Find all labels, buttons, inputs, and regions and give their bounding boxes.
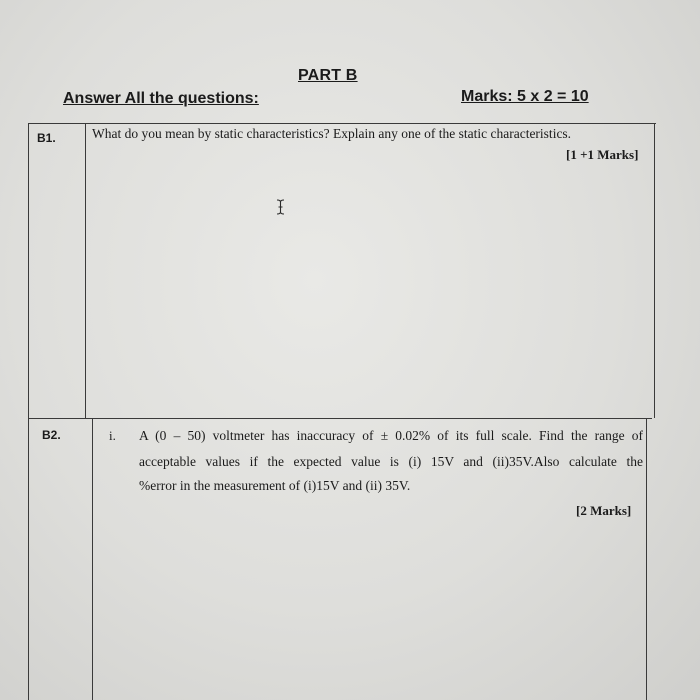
instruction-heading: Answer All the questions: (63, 90, 259, 107)
column-divider-lower (92, 418, 93, 700)
text-cursor-icon (276, 199, 285, 215)
column-divider-upper (85, 123, 86, 418)
marks-total: Marks: 5 x 2 = 10 (461, 88, 589, 105)
question-marks-b2: [2 Marks] (576, 503, 632, 518)
question-text-b2-line3: %error in the measurement of (i)15V and (ii) 35V. (139, 478, 411, 493)
table-left-border (28, 123, 29, 700)
part-title: PART B (298, 67, 358, 84)
question-number-b1: B1. (37, 131, 56, 145)
sub-question-label: i. (109, 428, 116, 443)
table-right-border (654, 123, 655, 418)
table-right-border-lower (646, 418, 647, 700)
question-text-b2-line1: A (0 – 50) voltmeter has inaccuracy of ± 0.02% of its full scale. Find the range of (139, 428, 643, 443)
question-text-b2-line2: acceptable values if the expected value is (i) 15V and (ii)35V.Also calculate the (139, 454, 643, 469)
row-divider (28, 418, 652, 419)
question-number-b2: B2. (42, 428, 61, 442)
question-text-b1: What do you mean by static characteristics? Explain any one of the static characteristics. (92, 126, 572, 141)
question-marks-b1: [1 +1 Marks] (566, 147, 639, 162)
